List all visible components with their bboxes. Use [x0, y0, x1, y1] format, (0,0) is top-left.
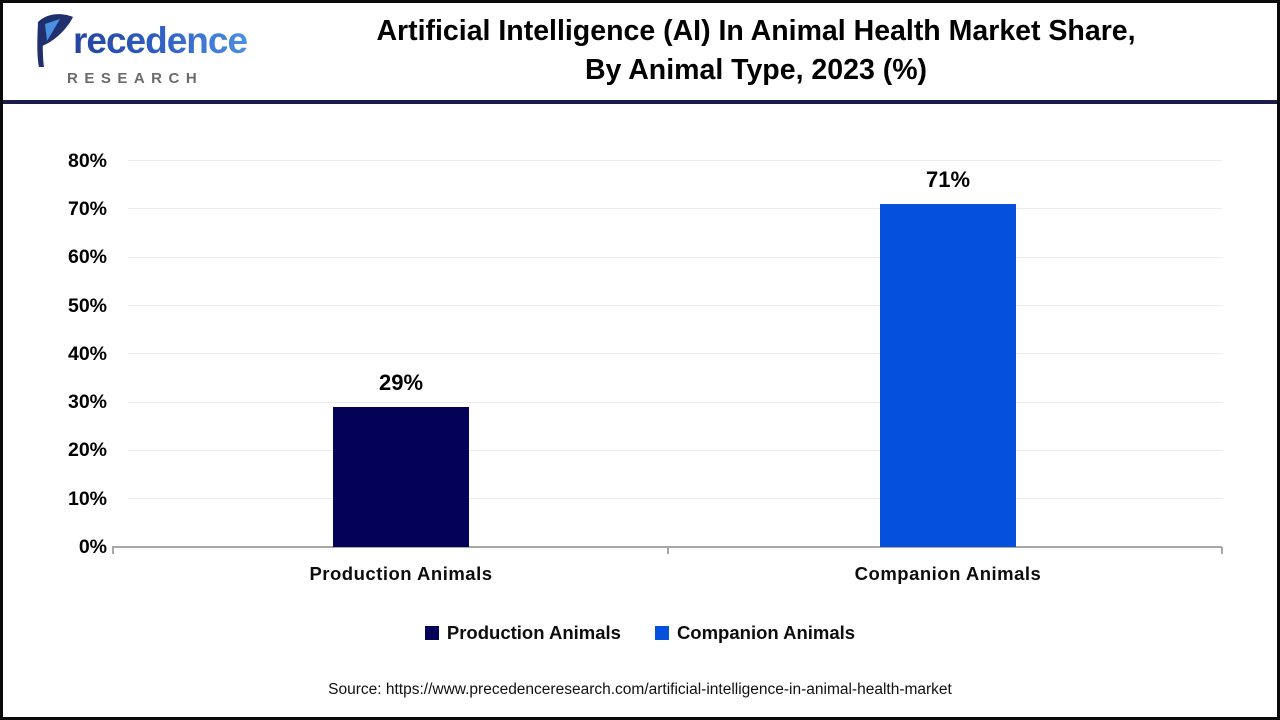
x-axis-category-label: Production Animals	[309, 563, 493, 584]
y-axis-tick-label: 0%	[78, 536, 107, 558]
bar-value-label: 29%	[378, 369, 424, 395]
chart-title-line2: By Animal Type, 2023 (%)	[584, 54, 928, 86]
y-axis-tick-label: 60%	[67, 246, 107, 269]
chart-legend	[3, 619, 1277, 647]
x-axis-tickmark-2	[1221, 547, 1223, 554]
brand-name: recedence	[73, 13, 247, 69]
legend-label: Companion Animals	[676, 622, 856, 643]
legend-label: Production Animals	[446, 622, 621, 643]
y-axis-tick-label: 20%	[67, 439, 107, 462]
chart-title-line1: Artificial Intelligence (AI) In Animal Health Market Share,	[376, 15, 1136, 47]
gridline-40	[128, 353, 1222, 354]
gridline-60	[128, 257, 1222, 258]
gridline-80	[128, 160, 1222, 161]
gridline-30	[128, 402, 1222, 403]
legend-item-production-animals	[425, 622, 621, 644]
y-axis-tick-label: 50%	[67, 294, 107, 317]
bar-chart-plot-area	[3, 3, 1280, 720]
y-axis-tick-label: 30%	[67, 391, 107, 414]
x-axis-tickmark-1	[667, 547, 669, 554]
brand-subtitle: RESEARCH	[67, 70, 204, 87]
y-axis-tick-label: 70%	[67, 197, 107, 220]
y-axis-tick-label: 10%	[67, 487, 107, 510]
legend-item-companion-animals	[655, 622, 855, 644]
y-axis-tick-label: 80%	[67, 149, 107, 172]
gridline-10	[128, 498, 1222, 499]
legend-swatch-icon	[655, 626, 669, 640]
gridline-50	[128, 305, 1222, 306]
bar-companion-animals	[880, 204, 1016, 547]
bar-production-animals	[333, 407, 469, 547]
gridline-20	[128, 450, 1222, 451]
y-axis-tick-label: 40%	[67, 342, 107, 365]
legend-swatch-icon	[425, 626, 439, 640]
source-attribution: Source: https://www.precedenceresearch.com/artificial-intelligence-in-animal-health-market	[328, 681, 952, 698]
x-axis-tickmark-0	[112, 547, 114, 554]
gridline-70	[128, 208, 1222, 209]
x-axis-category-label: Companion Animals	[854, 563, 1042, 584]
bar-value-label: 71%	[925, 167, 971, 193]
